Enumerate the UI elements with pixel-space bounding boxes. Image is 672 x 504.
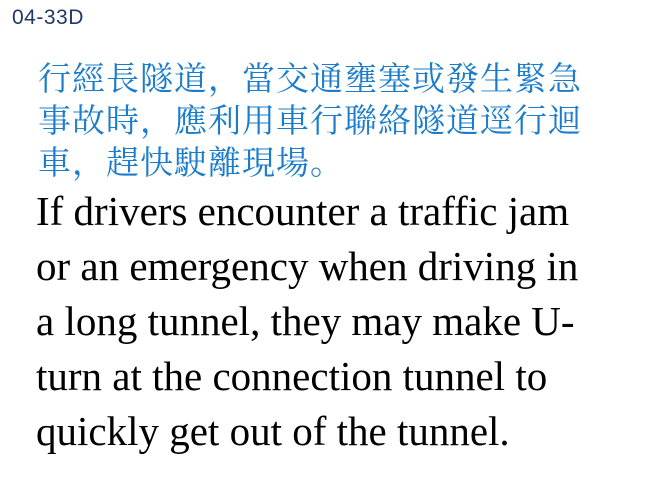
english-line-5: quickly get out of the tunnel. [36,408,510,454]
chinese-line-1: 行經長隧道，當交通壅塞或發生緊急 [38,60,582,97]
english-line-3: a long tunnel, they may make U- [36,298,575,344]
chinese-line-2: 事故時，應利用車行聯絡隧道逕行迴 [38,102,582,139]
english-line-1: If drivers encounter a traffic jam [36,188,570,234]
english-line-4: turn at the connection tunnel to [36,353,548,399]
question-code-label: 04-33D [12,6,84,29]
chinese-paragraph [38,58,582,184]
english-paragraph [36,184,578,459]
english-line-2: or an emergency when driving in [36,243,579,289]
chinese-line-3: 車，趕快駛離現場。 [38,144,344,181]
